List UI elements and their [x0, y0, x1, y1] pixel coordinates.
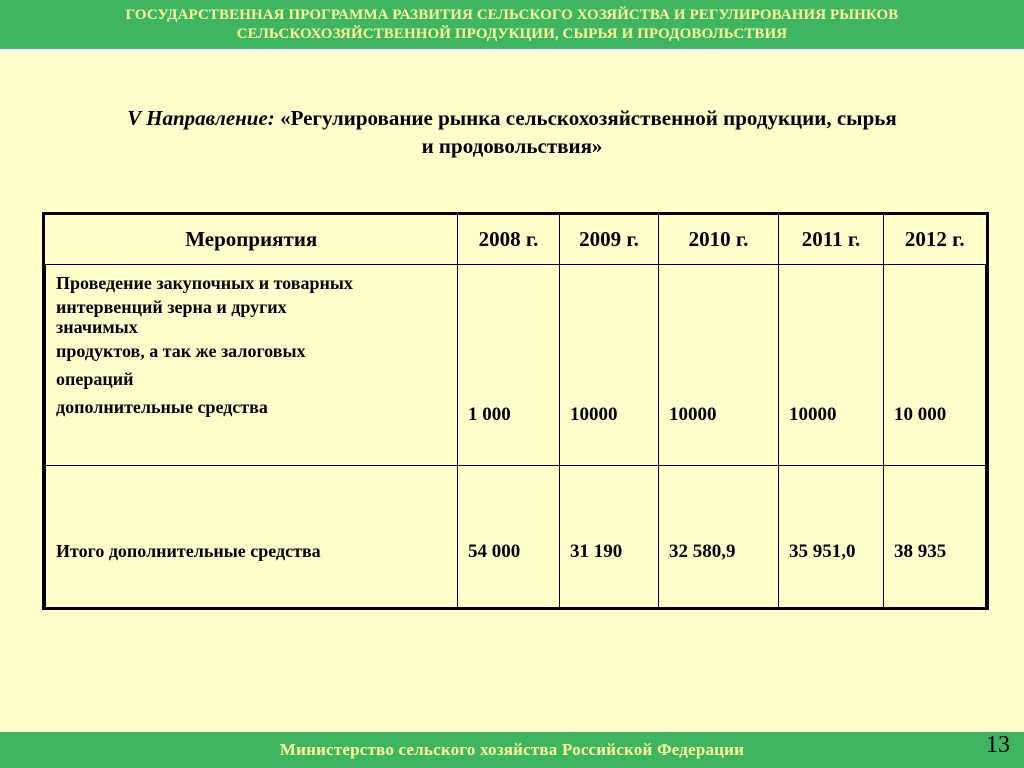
measure-description-line: Проведение закупочных и товарных [56, 273, 353, 293]
total-label: Итого дополнительные средства [56, 541, 321, 561]
measure-description-cell [46, 265, 458, 466]
column-header-2012: 2012 г. [884, 215, 986, 265]
measure-description-line: дополнительные средства [56, 397, 268, 417]
value-cell-2012 [884, 265, 986, 466]
value-cell-2011 [779, 265, 884, 466]
column-header-measures: Мероприятия [46, 215, 458, 265]
ministry-name: Министерство сельского хозяйства Российской Федерации [279, 740, 745, 759]
total-cell-2011 [779, 466, 884, 608]
total-label-cell [46, 466, 458, 608]
funding-table [42, 212, 989, 610]
value-text: 10000 [789, 404, 837, 425]
total-value: 35 951,0 [789, 540, 856, 562]
header-bar [0, 0, 1024, 52]
value-cell-2010 [659, 265, 779, 466]
measure-description-line: интервенций зерна и других [56, 297, 287, 317]
total-value: 31 190 [570, 540, 623, 562]
measure-description-line: операций [56, 369, 134, 389]
header-title-line2: СЕЛЬСКОХОЗЯЙСТВЕННОЙ ПРОДУКЦИИ, СЫРЬЯ И ПРОДОВОЛЬСТВИЯ [236, 25, 788, 42]
total-cell-2012 [884, 466, 986, 608]
direction-text-line2: и продовольствия» [421, 134, 603, 158]
slide-title [20, 104, 1004, 160]
measure-description-line: значимых [56, 317, 138, 337]
table-row [46, 265, 986, 466]
total-cell-2008 [458, 466, 560, 608]
column-header-2010: 2010 г. [659, 215, 779, 265]
column-header-2008: 2008 г. [458, 215, 560, 265]
page-number: 13 [986, 732, 1010, 758]
total-cell-2009 [560, 466, 659, 608]
measure-description-line: продуктов, а так же залоговых [56, 341, 306, 361]
direction-text-line1: «Регулирование рынка сельскохозяйственной продукции, сырья [274, 106, 897, 130]
value-cell-2009 [560, 265, 659, 466]
footer-bar [0, 732, 1024, 768]
total-cell-2010 [659, 466, 779, 608]
value-cell-2008 [458, 265, 560, 466]
table-header-row [46, 215, 986, 265]
header-title-line1: ГОСУДАРСТВЕННАЯ ПРОГРАММА РАЗВИТИЯ СЕЛЬСКОГО ХОЗЯЙСТВА И РЕГУЛИРОВАНИЯ РЫНКОВ [125, 6, 899, 23]
value-text: 10000 [669, 404, 717, 425]
direction-label: V Направление: [127, 106, 275, 130]
value-text: 1 000 [468, 404, 511, 425]
table-row-total [46, 466, 986, 608]
column-header-2011: 2011 г. [779, 215, 884, 265]
total-value: 54 000 [468, 540, 521, 562]
column-header-2009: 2009 г. [560, 215, 659, 265]
value-text: 10000 [570, 404, 618, 425]
value-text: 10 000 [894, 404, 947, 425]
total-value: 38 935 [894, 540, 947, 562]
total-value: 32 580,9 [669, 540, 736, 562]
